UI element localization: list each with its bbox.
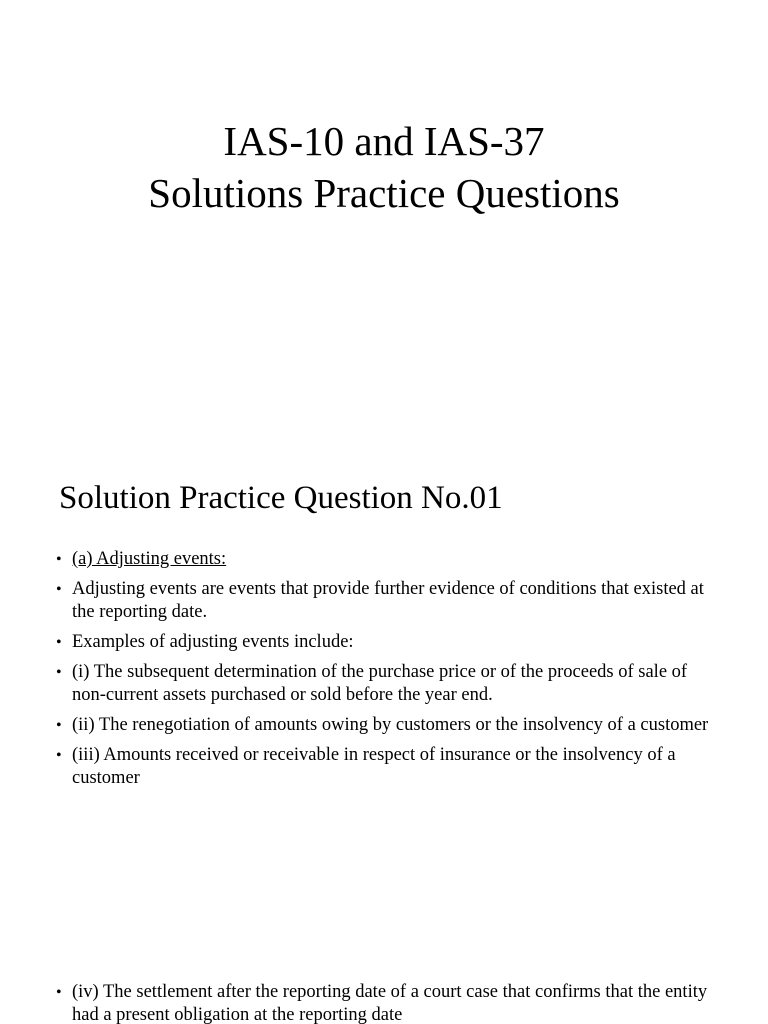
bullet-text: (iv) The settlement after the reporting date of a court case that confirms that the entity had a present obligation at the reporting date (72, 982, 708, 1024)
title-line-1: IAS-10 and IAS-37 (223, 118, 545, 164)
bullet-item (56, 548, 716, 571)
bullet-text: (i) The subsequent determination of the purchase price or of the proceeds of sale of non-current assets purchased or sold before the year end. (72, 662, 688, 705)
bullet-text: (a) Adjusting events: (72, 549, 227, 569)
bullet-list (56, 548, 716, 797)
bullet-text: (iii) Amounts received or receivable in respect of insurance or the insolvency of a customer (72, 745, 676, 788)
bullet-item (56, 631, 716, 654)
title-line-2: Solutions Practice Questions (148, 170, 620, 216)
bullet-text: Adjusting events are events that provide further evidence of conditions that existed at the reporting date. (72, 579, 704, 622)
bullet-text: (ii) The renegotiation of amounts owing by customers or the insolvency of a customer (72, 715, 709, 735)
bullet-item (56, 981, 716, 1024)
bullet-list-continued (56, 981, 716, 1024)
title-slide (0, 0, 768, 432)
slide-heading: Solution Practice Question No.01 (59, 480, 503, 516)
bullet-text: Examples of adjusting events include: (72, 632, 354, 652)
bullet-item (56, 578, 716, 624)
slide-title (0, 115, 768, 219)
content-slide (0, 432, 768, 1024)
bullet-item (56, 744, 716, 790)
bullet-item (56, 661, 716, 707)
bullet-item (56, 714, 716, 737)
